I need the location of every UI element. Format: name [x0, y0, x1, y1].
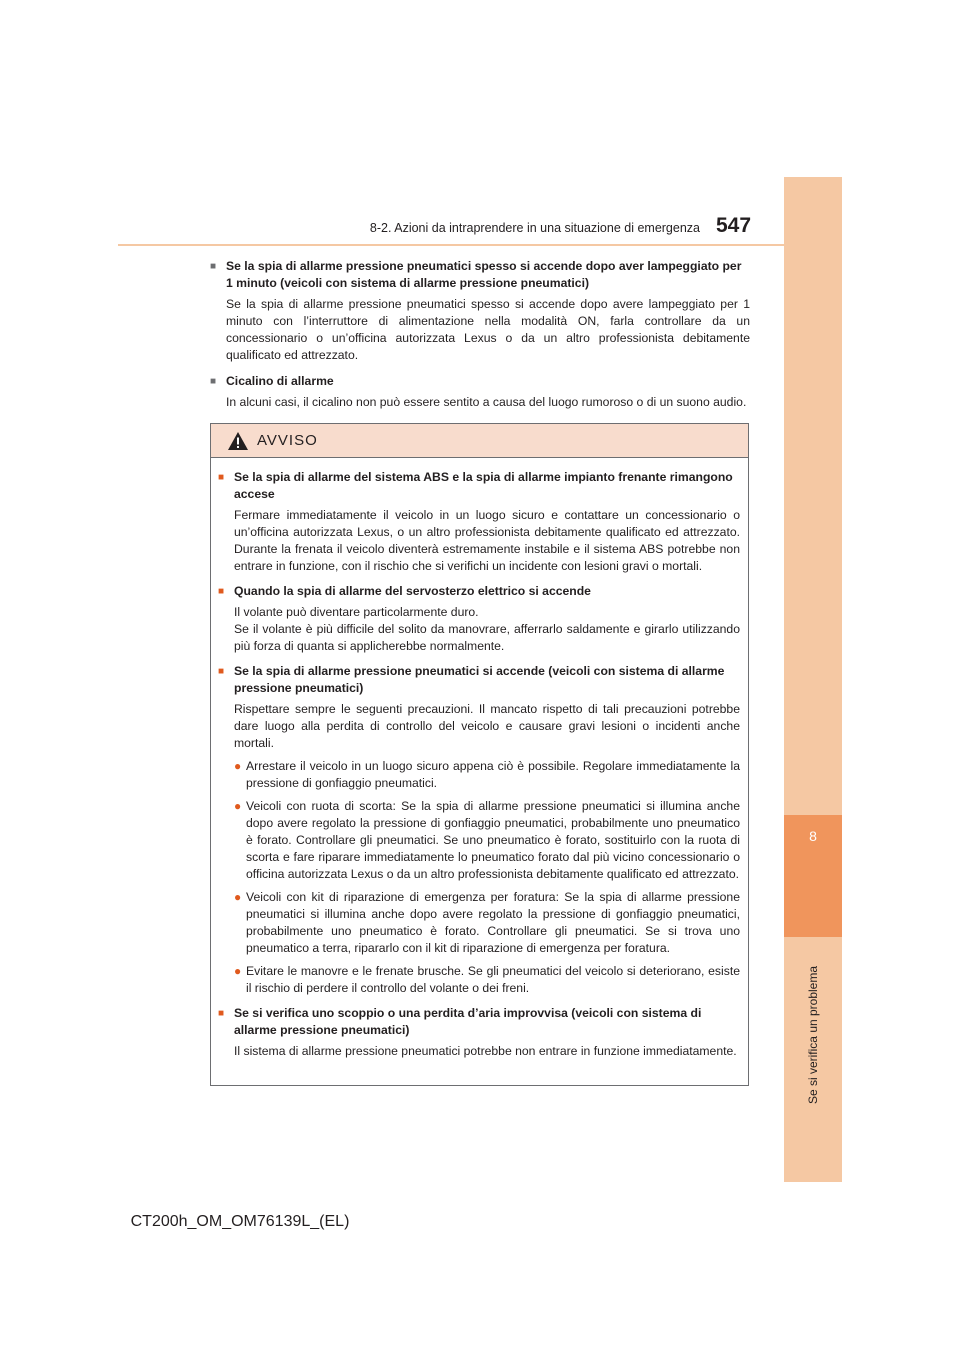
warning-title: AVVISO: [257, 432, 318, 449]
warning-content: [211, 458, 748, 1060]
intro-item: [210, 258, 750, 364]
chapter-number: 8: [809, 828, 817, 844]
square-bullet-icon: ■: [218, 472, 225, 483]
item-body: Il sistema di allarme pressione pneumatici potrebbe non entrare in funzione immediatamente.: [234, 1044, 737, 1058]
warning-header: [211, 424, 748, 458]
square-bullet-icon: ■: [210, 261, 217, 272]
square-bullet-icon: ■: [210, 376, 217, 387]
header-rule: [118, 244, 784, 246]
warning-item: [218, 583, 740, 655]
intro-item: [210, 373, 750, 411]
item-heading: Se la spia di allarme pressione pneumatici si accende (veicoli con sistema di allarme pressione pneumatici): [234, 664, 725, 695]
square-bullet-icon: ■: [218, 586, 225, 597]
circle-bullet-icon: ●: [234, 890, 242, 904]
item-body: Rispettare sempre le seguenti precauzioni. Il mancato rispetto di tali precauzioni potrebbe dare luogo alla perdita di controllo del veicolo e causare gravi lesioni o incidenti anche mortali.: [234, 702, 740, 750]
item-body-line: Il volante può diventare particolarmente duro.: [234, 605, 479, 619]
circle-bullet-icon: ●: [234, 759, 242, 773]
bullet-text: Evitare le manovre e le frenate brusche. Se gli pneumatici del veicolo si deteriorano, esiste il rischio di perdere il controllo del volante o dei freni.: [246, 964, 740, 995]
item-heading: Se la spia di allarme pressione pneumatici spesso si accende dopo aver lampeggiato per 1 minuto (veicoli con sistema di allarme pressione pneumatici): [226, 259, 742, 290]
warning-triangle-icon: [227, 431, 249, 451]
item-body: [234, 604, 740, 655]
intro-section: [210, 258, 750, 420]
item-body: In alcuni casi, il cicalino non può essere sentito a causa del luogo rumoroso o di un suono audio.: [226, 395, 747, 409]
item-heading: Cicalino di allarme: [226, 374, 334, 388]
chapter-title: Se si verifica un problema: [806, 965, 820, 1105]
warning-box: [210, 423, 749, 1086]
footer-doc-id: CT200h_OM_OM76139L_(EL): [130, 1213, 350, 1230]
bullet-text: Veicoli con ruota di scorta: Se la spia di allarme pressione pneumatici si illumina anche dopo avere regolato la pressione di gonfiaggio pneumatici, probabilmente uno pneumatico è forato. Controllare gli pneumatici. Se uno pneumatico è forato, sostituirlo con la ruota di scorta e fare riparare immediatamente lo pneumatico forato dal più vicino concessionario o officina autorizzata Lexus o da un altro professionista debitamente qualificato ed attrezzato.: [246, 799, 740, 881]
bullet-text: Arrestare il veicolo in un luogo sicuro appena ciò è possibile. Regolare immediatamente la pressione di gonfiaggio pneumatici.: [246, 759, 740, 790]
page-number: 547: [716, 214, 752, 237]
item-body: Se la spia di allarme pressione pneumatici spesso si accende dopo avere lampeggiato per 1 minuto con l’interruttore di alimentazione nella modalità ON, farla controllare da un concessionario o un’officina autorizzata Lexus o da un altro professionista debitamente qualificato ed attrezzato.: [226, 297, 750, 362]
circle-bullet-icon: ●: [234, 799, 242, 813]
bullet-item: [234, 963, 740, 997]
item-body: Fermare immediatamente il veicolo in un luogo sicuro e contattare un concessionario o un’officina autorizzata Lexus, o un altro professionista debitamente qualificato ed attrezzato. Durante la frenata il veicolo diventerà estremamente instabile e il sistema ABS potrebbe non entrare in funzione, con il rischio che si verifichi un incidente con lesioni gravi o mortali.: [234, 508, 740, 573]
bullet-item: [234, 758, 740, 792]
warning-item: [218, 663, 740, 997]
bullet-item: [234, 889, 740, 957]
bullet-item: [234, 798, 740, 883]
item-body-line: Se il volante è più difficile del solito da manovrare, afferrarlo saldamente e girarlo utilizzando più forza di quanta si applicherebbe normalmente.: [234, 622, 740, 653]
circle-bullet-icon: ●: [234, 964, 242, 978]
item-heading: Se si verifica uno scoppio o una perdita d’aria improvvisa (veicoli con sistema di allarme pressione pneumatici): [234, 1006, 702, 1037]
section-title: 8-2. Azioni da intraprendere in una situazione di emergenza: [369, 221, 700, 235]
item-heading: Quando la spia di allarme del servosterzo elettrico si accende: [234, 584, 591, 598]
warning-item: [218, 469, 740, 575]
warning-item: [218, 1005, 740, 1060]
square-bullet-icon: ■: [218, 666, 225, 677]
bullet-text: Veicoli con kit di riparazione di emergenza per foratura: Se la spia di allarme pressione pneumatici si illumina anche dopo avere regolato la pressione di gonfiaggio pneumatici, probabilmente uno pneumatico è forato. Controllare gli pneumatici. Se si trova uno pneumatico a terra, ripararlo con il kit di riparazione di emergenza per foratura.: [246, 890, 740, 955]
square-bullet-icon: ■: [218, 1008, 225, 1019]
item-heading: Se la spia di allarme del sistema ABS e la spia di allarme impianto frenante rimangono accese: [234, 470, 733, 501]
